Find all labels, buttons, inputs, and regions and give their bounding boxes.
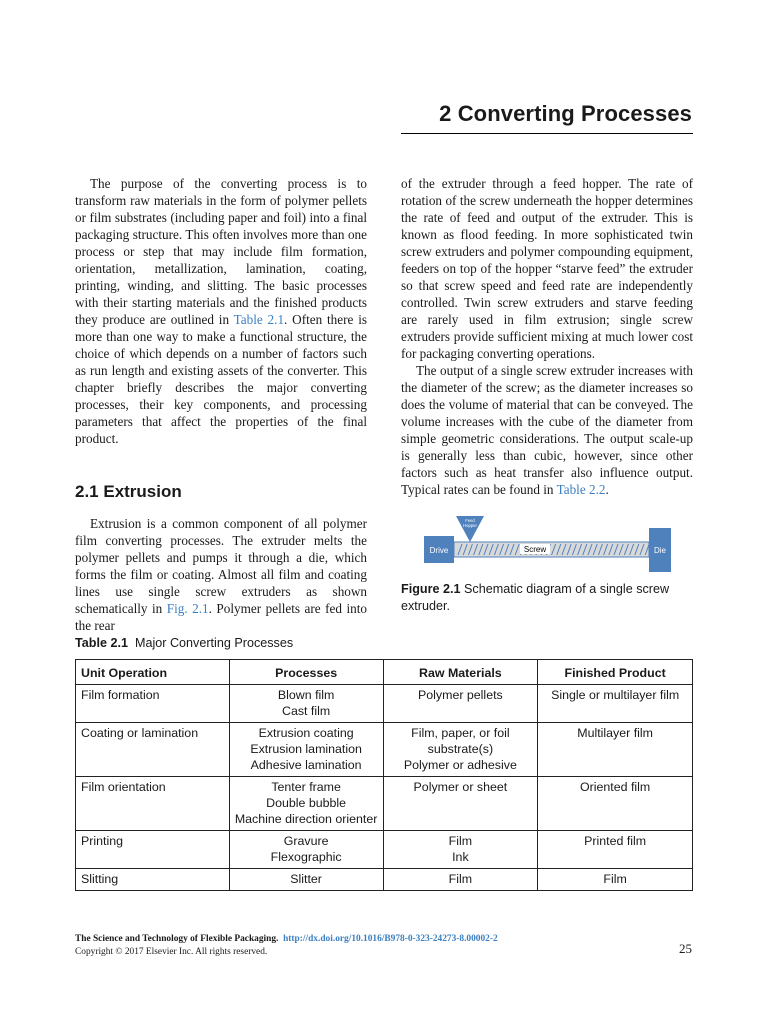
cell-processes <box>229 777 383 831</box>
right-column <box>401 175 693 498</box>
section-heading: 2.1 Extrusion <box>75 482 182 501</box>
cell-line: Cast film <box>282 704 331 718</box>
drive-label: Drive <box>429 546 449 555</box>
intro-text-1: The purpose of the converting process is to transform raw materials in the form of polymer pellets or film substrates (including paper and foil) into a final packaging structure. This often involves more than one process or step that may include film formation, orientation, metallization, lamination, coating, printing, winding, and slitting. The basic processes with their starting materials and the finished products they produce are outlined in <box>75 176 367 327</box>
figure-caption-label: Figure 2.1 <box>401 582 461 596</box>
cell-line: Ink <box>452 850 469 864</box>
table-caption-label: Table 2.1 <box>75 636 128 650</box>
cell-raw-materials <box>383 831 538 869</box>
cell-line: Printing <box>81 834 124 848</box>
cell-line: substrate(s) <box>427 742 494 756</box>
table-row <box>76 723 693 777</box>
table-row <box>76 869 693 891</box>
cell-processes <box>229 869 383 891</box>
header-finished-product: Finished Product <box>538 660 693 685</box>
cell-finished-product <box>538 723 693 777</box>
cell-line: Extrusion coating <box>258 726 354 740</box>
table-row <box>76 831 693 869</box>
cell-line: Tenter frame <box>271 780 341 794</box>
cell-raw-materials <box>383 723 538 777</box>
table-row <box>76 685 693 723</box>
table-body <box>76 685 693 891</box>
hopper-label-1: Feed <box>465 518 475 523</box>
cell-line: Adhesive lamination <box>250 758 362 772</box>
extrusion-paragraph-block <box>75 515 367 634</box>
table-caption-text: Major Converting Processes <box>127 636 294 650</box>
cell-line: Extrusion lamination <box>250 742 362 756</box>
page-number: 25 <box>679 941 692 956</box>
cell-raw-materials <box>383 777 538 831</box>
cell-line: Flexographic <box>270 850 342 864</box>
extruder-schematic <box>424 514 674 574</box>
cell-line: Double bubble <box>266 796 347 810</box>
cell-line: Coating or lamination <box>81 726 199 740</box>
cell-unit-operation <box>76 723 230 777</box>
cell-unit-operation <box>76 869 230 891</box>
intro-paragraph <box>75 175 367 447</box>
cell-line: Film, paper, or foil <box>411 726 510 740</box>
table-2-1-link[interactable]: Table 2.1 <box>233 312 285 327</box>
figure-caption <box>401 581 693 615</box>
cell-line: Film formation <box>81 688 160 702</box>
right-paragraph-1: of the extruder through a feed hopper. The rate of rotation of the screw underneath the hopper determines the rate of feed and output of the extruder. This is known as flood feeding. In more sophisticated twin screw extruders and polymer compounding equipment, feeders on top of the hopper “starve feed” the extruder so that screw speed and feed rate are independently controlled. Twin screw extruders and starve feeding are rarely used in film extrusion; single screw extruders provide sufficient mixing at much lower cost for packaging converting operations. <box>401 176 693 361</box>
cell-finished-product <box>538 831 693 869</box>
header-raw-materials: Raw Materials <box>383 660 538 685</box>
cell-line: Slitting <box>81 872 119 886</box>
table-header-row <box>76 660 693 685</box>
extrusion-text-2: . Polymer pellets are fed into the rear <box>75 601 367 633</box>
footer-citation <box>75 933 498 946</box>
cell-line: Gravure <box>283 834 329 848</box>
header-processes: Processes <box>229 660 383 685</box>
hopper-label-2: Hopper <box>463 523 477 528</box>
screw-label: Screw <box>523 545 547 554</box>
right-paragraph-2 <box>401 362 693 498</box>
die-label: Die <box>653 546 667 555</box>
cell-finished-product <box>538 685 693 723</box>
cell-line: Polymer or adhesive <box>403 758 517 772</box>
converting-processes-table <box>75 659 693 891</box>
cell-processes <box>229 723 383 777</box>
extrusion-text-1: Extrusion is a common component of all polymer film converting processes. The extruder melts the polymer pellets and pumps it through a die, which forms the film or coating. Almost all film and coating lines use single screw extruders as shown schematically in <box>75 516 367 616</box>
right-text-2: . <box>605 482 609 497</box>
table-caption <box>75 636 293 650</box>
cell-raw-materials <box>383 869 538 891</box>
cell-finished-product <box>538 777 693 831</box>
cell-line: Oriented film <box>580 780 651 794</box>
table-row <box>76 777 693 831</box>
cell-processes <box>229 685 383 723</box>
cell-line: Printed film <box>584 834 647 848</box>
intro-text-2: . Often there is more than one way to make a functional structure, the choice of which depends on a number of factors such as run length and existing assets of the converter. This chapter briefly describes the major converting processes, their key components, and processing parameters that affect the properties of the final product. <box>75 312 367 446</box>
chapter-title: 2 Converting Processes <box>439 101 692 126</box>
cell-line: Film <box>448 834 473 848</box>
footer-copyright: Copyright © 2017 Elsevier Inc. All rights reserved. <box>75 947 268 957</box>
cell-finished-product <box>538 869 693 891</box>
cell-line: Multilayer film <box>577 726 653 740</box>
cell-unit-operation <box>76 777 230 831</box>
cell-line: Polymer pellets <box>418 688 503 702</box>
footer <box>75 933 498 959</box>
header-unit-operation: Unit Operation <box>76 660 230 685</box>
cell-line: Film <box>603 872 627 886</box>
cell-line: Slitter <box>290 872 322 886</box>
footer-book-title: The Science and Technology of Flexible Packaging. <box>75 934 279 944</box>
cell-line: Polymer or sheet <box>413 780 508 794</box>
intro-paragraph-block <box>75 175 367 447</box>
table-2-2-link[interactable]: Table 2.2 <box>556 482 606 497</box>
right-text-1: The output of a single screw extruder increases with the diameter of the screw; as the diameter increases so does the volume of material that can be conveyed. The volume increases with the cube of the diameter from simple geometric considerations. The output scale-up is generally less than cubic, however, since other factors such as heat transfer also influence output. Typical rates can be found in <box>401 363 693 497</box>
fig-2-1-link[interactable]: Fig. 2.1 <box>166 601 209 616</box>
cell-processes <box>229 831 383 869</box>
cell-line: Film <box>448 872 473 886</box>
footer-doi-link[interactable]: http://dx.doi.org/10.1016/B978-0-323-24273-8.00002-2 <box>283 934 498 944</box>
cell-unit-operation <box>76 831 230 869</box>
cell-line: Machine direction orienter <box>234 812 378 826</box>
chapter-title-rule <box>401 133 693 134</box>
figure-caption-text: Schematic diagram of a single screw extruder. <box>401 582 670 613</box>
cell-line: Single or multilayer film <box>551 688 680 702</box>
cell-line: Film orientation <box>81 780 166 794</box>
cell-line: Blown film <box>277 688 335 702</box>
cell-raw-materials <box>383 685 538 723</box>
cell-unit-operation <box>76 685 230 723</box>
extrusion-paragraph <box>75 515 367 634</box>
